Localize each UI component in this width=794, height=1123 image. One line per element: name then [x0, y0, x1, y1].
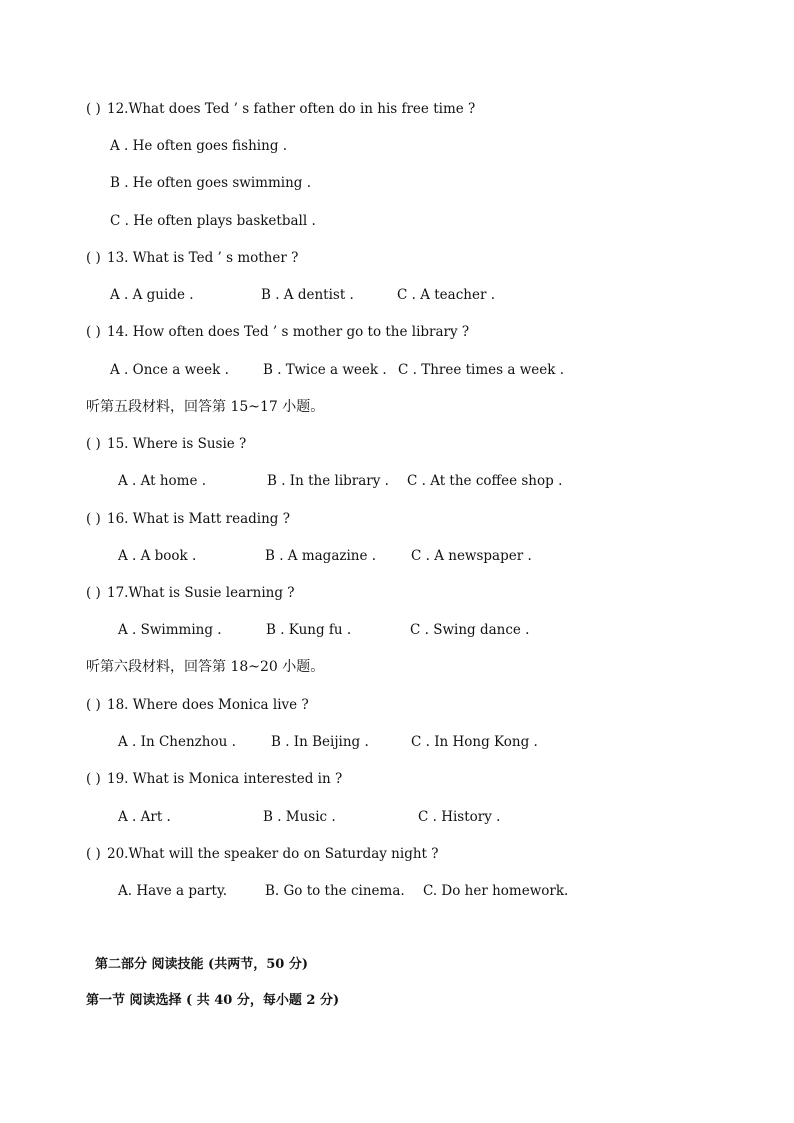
option-14-c: C . Three times a week . — [398, 362, 565, 378]
option-17-b: B . Kung fu . — [266, 622, 352, 638]
option-16-b: B . A magazine . — [265, 548, 377, 564]
answer-blank: ( ) — [86, 324, 101, 340]
question-20 — [86, 845, 438, 863]
question-13 — [86, 249, 298, 267]
question-text: 14. How often does Ted ’ s mother go to the library ? — [107, 324, 470, 340]
option-12-c: C . He often plays basketball . — [110, 213, 316, 229]
part-heading: 第二部分 阅读技能 (共两节，50 分) — [95, 957, 308, 972]
question-15 — [86, 435, 246, 453]
option-20-b: B. Go to the cinema. — [265, 883, 405, 899]
question-17 — [86, 584, 295, 602]
option-19-b: B . Music . — [263, 809, 336, 825]
answer-blank: ( ) — [86, 101, 101, 117]
option-14-a: A . Once a week . — [110, 362, 229, 378]
option-16-a: A . A book . — [118, 548, 197, 564]
option-18-c: C . In Hong Kong . — [411, 734, 538, 750]
option-20-a: A. Have a party. — [118, 883, 228, 899]
answer-blank: ( ) — [86, 846, 101, 862]
question-text: 12.What does Ted ’ s father often do in his free time ? — [107, 101, 476, 117]
question-text: 20.What will the speaker do on Saturday night ? — [107, 846, 439, 862]
question-19 — [86, 770, 342, 788]
question-text: 13. What is Ted ’ s mother ? — [107, 250, 299, 266]
option-18-a: A . In Chenzhou . — [118, 734, 236, 750]
option-19-a: A . Art . — [118, 809, 171, 825]
question-text: 17.What is Susie learning ? — [107, 585, 295, 601]
section-heading-passage-5: 听第五段材料，回答第 15~17 小题。 — [86, 399, 325, 415]
question-text: 18. Where does Monica live ? — [107, 697, 309, 713]
section-heading-passage-6: 听第六段材料，回答第 18~20 小题。 — [86, 659, 325, 675]
option-12-a: A . He often goes fishing . — [110, 138, 288, 154]
question-16 — [86, 510, 290, 528]
answer-blank: ( ) — [86, 697, 101, 713]
option-13-a: A . A guide . — [110, 287, 194, 303]
option-12-b: B . He often goes swimming . — [110, 175, 311, 191]
question-18 — [86, 696, 309, 714]
option-15-b: B . In the library . — [267, 473, 389, 489]
answer-blank: ( ) — [86, 436, 101, 452]
option-17-a: A . Swimming . — [118, 622, 222, 638]
answer-blank: ( ) — [86, 585, 101, 601]
question-12 — [86, 100, 475, 118]
option-14-b: B . Twice a week . — [263, 362, 387, 378]
question-14 — [86, 323, 469, 341]
answer-blank: ( ) — [86, 250, 101, 266]
option-20-c: C. Do her homework. — [423, 883, 569, 899]
answer-blank: ( ) — [86, 511, 101, 527]
option-16-c: C . A newspaper . — [411, 548, 532, 564]
option-13-c: C . A teacher . — [397, 287, 495, 303]
option-18-b: B . In Beijing . — [271, 734, 369, 750]
option-15-c: C . At the coffee shop . — [407, 473, 563, 489]
question-text: 19. What is Monica interested in ? — [107, 771, 343, 787]
option-15-a: A . At home . — [118, 473, 207, 489]
question-text: 15. Where is Susie ? — [107, 436, 247, 452]
option-13-b: B . A dentist . — [261, 287, 354, 303]
option-19-c: C . History . — [418, 809, 501, 825]
question-text: 16. What is Matt reading ? — [107, 511, 290, 527]
section-heading-reading: 第一节 阅读选择 ( 共 40 分，每小题 2 分) — [86, 993, 340, 1008]
answer-blank: ( ) — [86, 771, 101, 787]
option-17-c: C . Swing dance . — [410, 622, 530, 638]
